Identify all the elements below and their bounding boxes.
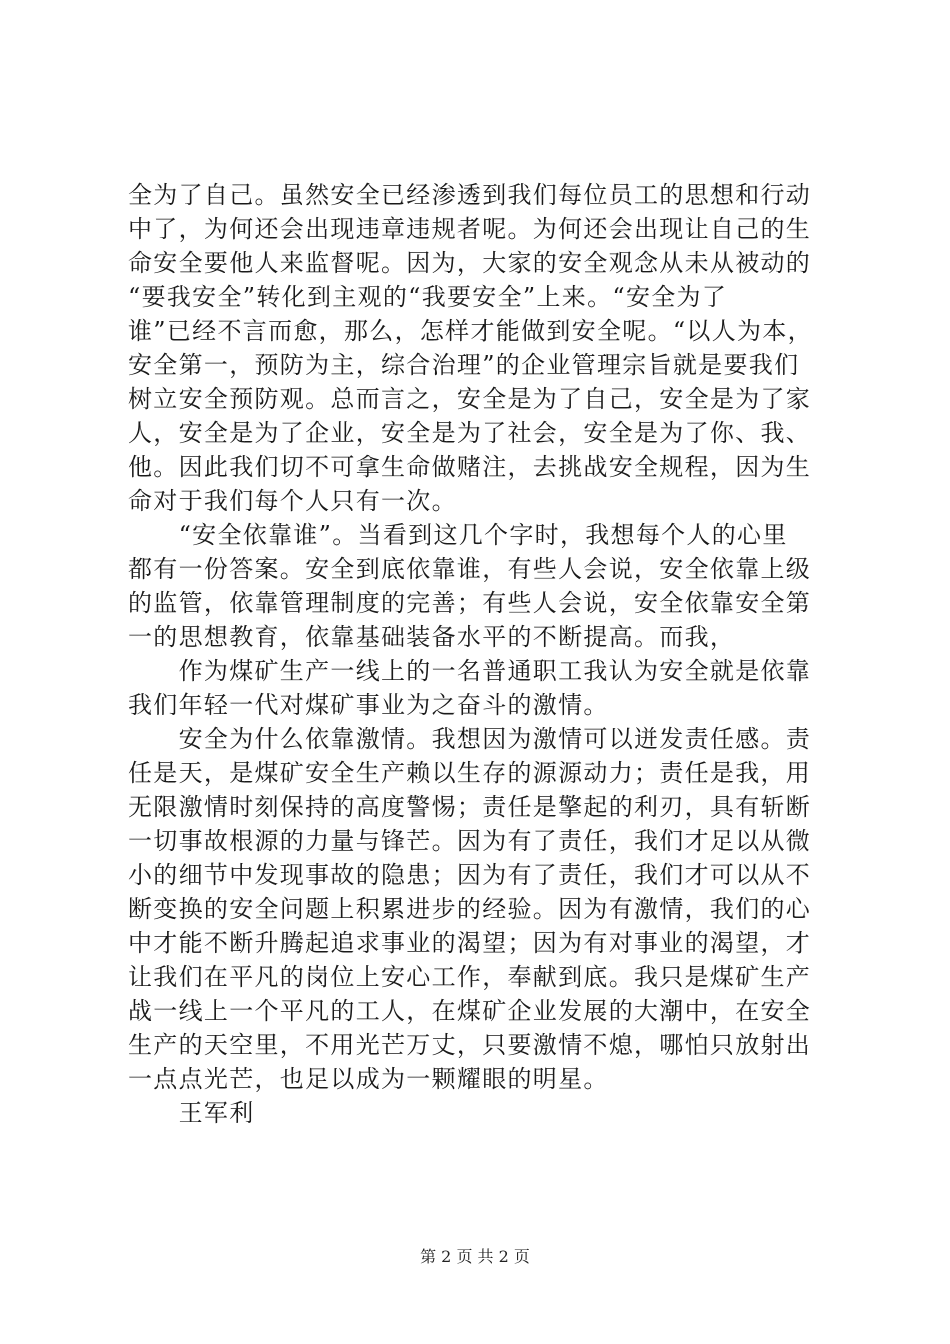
text-line: 任是天，是煤矿安全生产赖以生存的源源动力；责任是我，用	[128, 759, 812, 787]
text-line: 战一线上一个平凡的工人，在煤矿企业发展的大潮中，在安全	[128, 997, 812, 1025]
text-line: 让我们在平凡的岗位上安心工作，奉献到底。我只是煤矿生产	[128, 963, 812, 991]
text-line: 谁”已经不言而愈，那么，怎样才能做到安全呢。“以人为本，	[128, 317, 813, 345]
text-line: 他。因此我们切不可拿生命做赌注，去挑战安全规程，因为生	[128, 453, 812, 481]
text-line: 断变换的安全问题上积累进步的经验。因为有激情，我们的心	[128, 895, 812, 923]
text-line: 一的思想教育，依靠基础装备水平的不断提高。而我，	[128, 623, 736, 651]
text-line: 安全第一，预防为主，综合治理”的企业管理宗旨就是要我们	[128, 351, 800, 379]
text-line: 命对于我们每个人只有一次。	[128, 487, 457, 515]
text-line: 人，安全是为了企业，安全是为了社会，安全是为了你、我、	[128, 419, 812, 447]
text-line: 全为了自己。虽然安全已经渗透到我们每位员工的思想和行动	[128, 181, 812, 209]
text-line: 中了，为何还会出现违章违规者呢。为何还会出现让自己的生	[128, 215, 812, 243]
text-line: “安全依靠谁”。当看到这几个字时，我想每个人的心里	[128, 521, 788, 549]
text-line: 生产的天空里，不用光芒万丈，只要激情不熄，哪怕只放射出	[128, 1031, 812, 1059]
text-line: 安全为什么依靠激情。我想因为激情可以迸发责任感。责	[128, 725, 812, 753]
text-line: 作为煤矿生产一线上的一名普通职工我认为安全就是依靠	[128, 657, 812, 685]
text-line: 的监管，依靠管理制度的完善；有些人会说，安全依靠安全第	[128, 589, 812, 617]
text-line: 一点点光芒，也足以成为一颗耀眼的明星。	[128, 1065, 609, 1093]
page-number-footer: 第 2 页 共 2 页	[420, 1247, 530, 1266]
text-line: 命安全要他人来监督呢。因为，大家的安全观念从未从被动的	[128, 249, 812, 277]
text-line: “要我安全”转化到主观的“我要安全”上来。“安全为了	[128, 283, 728, 311]
text-line: 都有一份答案。安全到底依靠谁，有些人会说，安全依靠上级	[128, 555, 812, 583]
document-body	[128, 178, 828, 1130]
text-line: 小的细节中发现事故的隐患；因为有了责任，我们才可以从不	[128, 861, 812, 889]
text-line: 树立安全预防观。总而言之，安全是为了自己，安全是为了家	[128, 385, 812, 413]
text-line: 我们年轻一代对煤矿事业为之奋斗的激情。	[128, 691, 609, 719]
text-line: 一切事故根源的力量与锋芒。因为有了责任，我们才足以从微	[128, 827, 812, 855]
text-line: 中才能不断升腾起追求事业的渴望；因为有对事业的渴望，才	[128, 929, 812, 957]
text-line: 无限激情时刻保持的高度警惕；责任是擎起的利刃，具有斩断	[128, 793, 812, 821]
author-signature: 王军利	[128, 1099, 255, 1127]
